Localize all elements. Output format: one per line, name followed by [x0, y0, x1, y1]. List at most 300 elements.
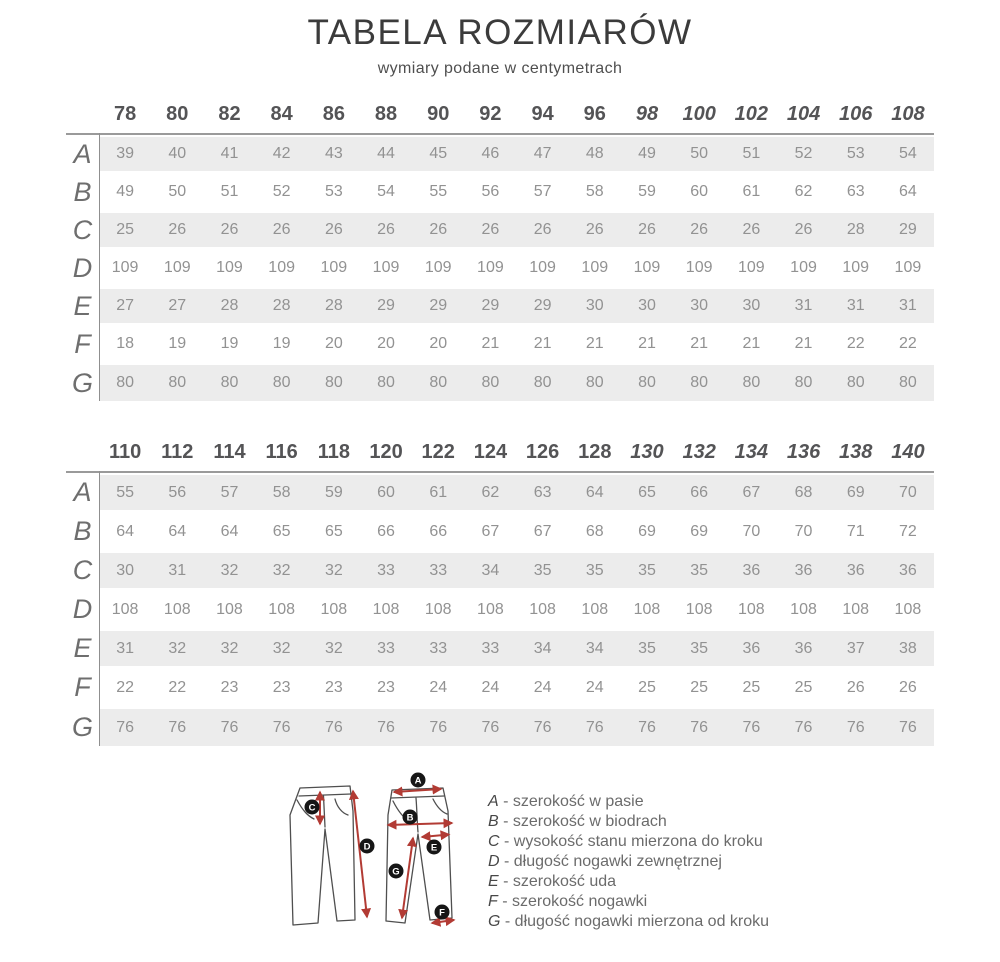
- legend-text: szerokość w biodrach: [512, 813, 667, 830]
- size-value-cell: 25: [638, 678, 656, 696]
- measurement-row-e: [66, 287, 934, 325]
- size-value-cell: 64: [220, 522, 239, 540]
- size-value-cell: 23: [377, 678, 395, 696]
- size-value-cell: 108: [737, 600, 765, 618]
- badge-letter-d: D: [363, 841, 371, 853]
- size-value-cell: 33: [360, 629, 412, 668]
- size-value-cell: 63: [517, 473, 569, 512]
- legend-separator: -: [500, 913, 515, 930]
- size-value-cell: 27: [99, 287, 151, 325]
- size-value-cell: 25: [99, 211, 151, 249]
- measurement-row-g: [66, 707, 934, 746]
- row-label: F: [74, 328, 91, 359]
- size-value-cell: 18: [116, 335, 134, 352]
- size-value-cell: 35: [673, 551, 725, 590]
- size-value-cell: 108: [163, 600, 191, 618]
- size-value-cell: 21: [533, 335, 552, 352]
- size-value-cell: 19: [272, 335, 291, 352]
- size-value-cell: 65: [621, 473, 673, 512]
- legend-item-b: [488, 812, 828, 832]
- corner-cell: [66, 434, 99, 473]
- badge-c: [305, 800, 320, 815]
- row-label: F: [74, 672, 91, 702]
- size-value-cell: 29: [517, 287, 569, 325]
- size-header-cell: 78: [113, 103, 137, 125]
- size-header-cell: 84: [270, 103, 293, 125]
- size-value-cell: 26: [673, 211, 725, 249]
- size-value-cell: 36: [777, 629, 829, 668]
- size-value-cell: 19: [168, 335, 187, 352]
- size-value-cell: 109: [216, 259, 243, 276]
- legend-letter: E: [488, 873, 499, 890]
- size-value-cell: 45: [412, 135, 464, 173]
- size-value-cell: 66: [429, 522, 448, 540]
- size-value-cell: 31: [882, 287, 934, 325]
- size-value-cell: 26: [360, 211, 412, 249]
- measurement-row-g: [66, 363, 934, 401]
- size-value-cell: 33: [360, 551, 412, 590]
- size-value-cell: 76: [777, 707, 829, 746]
- measurement-row-c: [66, 551, 934, 590]
- size-value-cell: 22: [116, 678, 134, 696]
- size-value-cell: 20: [377, 335, 395, 352]
- size-value-cell: 44: [360, 135, 412, 173]
- size-header-cell: 126: [525, 441, 560, 463]
- legend-separator: -: [498, 873, 513, 890]
- size-value-cell: 50: [168, 183, 187, 200]
- page-title: TABELA ROZMIARÓW: [307, 13, 693, 52]
- size-header-cell: 108: [891, 103, 925, 125]
- size-value-cell: 109: [268, 259, 295, 276]
- size-value-cell: 80: [203, 363, 255, 401]
- size-value-cell: 109: [424, 259, 452, 276]
- size-header-cell: 130: [630, 441, 664, 463]
- size-value-cell: 25: [742, 678, 761, 696]
- size-header-cell: 128: [578, 441, 612, 463]
- size-value-cell: 32: [308, 629, 360, 668]
- measurement-row-d: [66, 249, 934, 287]
- size-value-cell: 109: [529, 259, 556, 276]
- size-value-cell: 41: [203, 135, 255, 173]
- size-value-cell: 108: [685, 600, 713, 618]
- legend-item-d: [488, 852, 828, 872]
- size-value-cell: 29: [412, 287, 464, 325]
- table-top-rule: [66, 471, 934, 473]
- size-value-cell: 22: [899, 335, 917, 352]
- size-header-cell: 140: [891, 441, 925, 463]
- size-value-cell: 109: [894, 259, 922, 276]
- size-value-cell: 66: [673, 473, 725, 512]
- size-value-cell: 109: [581, 259, 609, 276]
- size-value-cell: 80: [360, 363, 412, 401]
- size-value-cell: 80: [673, 363, 725, 401]
- size-value-cell: 65: [324, 522, 343, 540]
- size-header-cell: 90: [427, 103, 450, 125]
- size-value-cell: 32: [203, 629, 255, 668]
- size-value-cell: 20: [429, 335, 448, 352]
- legend-item-a: [488, 792, 828, 812]
- size-value-cell: 63: [846, 183, 865, 200]
- size-header-cell: 104: [786, 103, 821, 125]
- size-value-cell: 26: [203, 211, 255, 249]
- legend-text: szerokość w pasie: [512, 793, 644, 810]
- measurement-row-c: [66, 211, 934, 249]
- size-value-cell: 72: [899, 522, 917, 540]
- size-value-cell: 21: [690, 335, 709, 352]
- size-value-cell: 76: [569, 707, 621, 746]
- badge-letter-g: G: [392, 866, 400, 878]
- size-value-cell: 76: [308, 707, 360, 746]
- size-value-cell: 37: [830, 629, 882, 668]
- size-value-cell: 34: [464, 551, 516, 590]
- legend-letter: D: [488, 853, 500, 870]
- badge-letter-b: B: [406, 812, 414, 824]
- row-label: B: [73, 516, 92, 546]
- row-label: E: [73, 290, 92, 321]
- size-value-cell: 76: [256, 707, 308, 746]
- size-value-cell: 80: [99, 363, 151, 401]
- size-value-cell: 26: [308, 211, 360, 249]
- badge-f: [435, 905, 450, 920]
- row-label: G: [71, 712, 93, 742]
- size-value-cell: 21: [638, 335, 656, 352]
- size-header-cell: 116: [265, 441, 298, 463]
- size-value-cell: 108: [372, 600, 400, 618]
- size-value-cell: 22: [846, 335, 865, 352]
- size-value-cell: 108: [529, 600, 556, 618]
- pants-measurement-diagram: [270, 763, 480, 953]
- size-value-cell: 31: [99, 629, 151, 668]
- size-value-cell: 26: [621, 211, 673, 249]
- size-value-cell: 54: [377, 183, 395, 200]
- size-value-cell: 64: [116, 522, 134, 540]
- size-value-cell: 69: [638, 522, 656, 540]
- size-value-cell: 109: [790, 259, 817, 276]
- measurement-row-b: [66, 173, 934, 211]
- size-value-cell: 56: [151, 473, 203, 512]
- legend-separator: -: [497, 893, 512, 910]
- size-value-cell: 109: [477, 259, 504, 276]
- size-header-cell: 96: [583, 103, 606, 125]
- measurement-row-a: [66, 135, 934, 173]
- size-value-cell: 31: [151, 551, 203, 590]
- measurement-row-e: [66, 629, 934, 668]
- size-value-cell: 70: [794, 522, 813, 540]
- size-value-cell: 80: [412, 363, 464, 401]
- size-header-cell: 80: [166, 103, 189, 125]
- badge-a: [411, 773, 426, 788]
- size-value-cell: 30: [621, 287, 673, 325]
- size-value-cell: 30: [569, 287, 621, 325]
- size-value-cell: 76: [99, 707, 151, 746]
- size-value-cell: 21: [481, 335, 500, 352]
- size-value-cell: 26: [517, 211, 569, 249]
- size-value-cell: 55: [429, 183, 448, 200]
- size-value-cell: 50: [673, 135, 725, 173]
- label-column-divider: [99, 471, 100, 746]
- size-value-cell: 24: [585, 678, 604, 696]
- legend-letter: F: [488, 893, 498, 910]
- badge-d: [360, 839, 375, 854]
- size-table-110-140: [66, 434, 934, 746]
- size-header-cell: 100: [682, 103, 716, 125]
- size-value-cell: 108: [633, 600, 661, 618]
- size-header-cell: 124: [473, 441, 508, 463]
- measurement-row-d: [66, 590, 934, 629]
- row-label: C: [72, 214, 93, 245]
- measurement-row-f: [66, 668, 934, 707]
- size-value-cell: 57: [533, 183, 552, 200]
- size-value-cell: 76: [464, 707, 516, 746]
- size-value-cell: 80: [777, 363, 829, 401]
- size-value-cell: 35: [517, 551, 569, 590]
- legend-separator: -: [498, 793, 513, 810]
- size-value-cell: 32: [308, 551, 360, 590]
- size-header-cell: 110: [108, 441, 142, 463]
- size-value-cell: 36: [882, 551, 934, 590]
- size-value-cell: 25: [794, 678, 813, 696]
- size-header-cell: 82: [218, 103, 241, 125]
- legend-text: szerokość nogawki: [512, 893, 648, 910]
- size-header-cell: 132: [682, 441, 716, 463]
- legend-text: szerokość uda: [512, 873, 617, 890]
- size-value-cell: 108: [320, 600, 348, 618]
- size-value-cell: 76: [412, 707, 464, 746]
- size-value-cell: 109: [111, 259, 139, 276]
- legend-item-e: [488, 872, 828, 892]
- size-value-cell: 26: [725, 211, 777, 249]
- size-value-cell: 76: [151, 707, 203, 746]
- size-value-cell: 31: [777, 287, 829, 325]
- size-value-cell: 55: [99, 473, 151, 512]
- size-value-cell: 48: [569, 135, 621, 173]
- size-value-cell: 61: [412, 473, 464, 512]
- legend-text: długość nogawki mierzona od kroku: [514, 913, 770, 930]
- size-value-cell: 21: [585, 335, 604, 352]
- size-value-cell: 23: [220, 678, 239, 696]
- size-value-cell: 68: [777, 473, 829, 512]
- size-value-cell: 26: [412, 211, 464, 249]
- measurement-row-b: [66, 512, 934, 551]
- size-value-cell: 109: [320, 259, 348, 276]
- legend-text: wysokość stanu mierzona do kroku: [513, 833, 763, 850]
- size-value-cell: 35: [621, 551, 673, 590]
- size-value-cell: 80: [830, 363, 882, 401]
- size-value-cell: 32: [203, 551, 255, 590]
- size-header-cell: 120: [369, 441, 403, 463]
- size-value-cell: 26: [464, 211, 516, 249]
- size-value-cell: 108: [111, 600, 139, 618]
- size-value-cell: 28: [830, 211, 882, 249]
- size-value-cell: 33: [464, 629, 516, 668]
- size-value-cell: 67: [725, 473, 777, 512]
- size-value-cell: 43: [308, 135, 360, 173]
- size-value-cell: 109: [633, 259, 661, 276]
- size-value-cell: 62: [794, 183, 813, 200]
- size-value-cell: 30: [725, 287, 777, 325]
- page-subtitle: wymiary podane w centymetrach: [377, 60, 623, 77]
- badge-b: [403, 810, 418, 825]
- badge-letter-a: A: [414, 775, 422, 787]
- size-value-cell: 52: [777, 135, 829, 173]
- size-value-cell: 58: [256, 473, 308, 512]
- size-value-cell: 21: [794, 335, 813, 352]
- legend-item-f: [488, 892, 828, 912]
- size-value-cell: 108: [581, 600, 609, 618]
- size-header-cell: 86: [322, 103, 345, 125]
- size-value-cell: 20: [324, 335, 343, 352]
- size-header-cell: 94: [531, 103, 554, 125]
- size-value-cell: 64: [569, 473, 621, 512]
- size-value-cell: 108: [790, 600, 817, 618]
- label-column-divider: [99, 133, 100, 401]
- size-value-cell: 29: [360, 287, 412, 325]
- badge-g: [389, 864, 404, 879]
- size-value-cell: 35: [673, 629, 725, 668]
- size-value-cell: 109: [737, 259, 765, 276]
- size-value-cell: 29: [464, 287, 516, 325]
- size-value-cell: 49: [116, 183, 134, 200]
- size-header-row: [66, 434, 934, 473]
- size-value-cell: 76: [882, 707, 934, 746]
- size-header-cell: 118: [317, 441, 350, 463]
- size-value-cell: 71: [846, 522, 865, 540]
- size-value-cell: 56: [481, 183, 500, 200]
- table-top-rule: [66, 133, 934, 135]
- size-value-cell: 65: [272, 522, 291, 540]
- size-value-cell: 109: [685, 259, 713, 276]
- size-value-cell: 76: [517, 707, 569, 746]
- size-header-cell: 122: [421, 441, 455, 463]
- size-value-cell: 26: [846, 678, 865, 696]
- badge-letter-c: C: [308, 802, 316, 814]
- size-value-cell: 53: [830, 135, 882, 173]
- legend-letter: C: [488, 833, 500, 850]
- size-value-cell: 22: [168, 678, 187, 696]
- size-value-cell: 62: [464, 473, 516, 512]
- size-table: [66, 434, 934, 746]
- size-value-cell: 108: [268, 600, 295, 618]
- row-label: A: [73, 138, 92, 169]
- size-value-cell: 67: [533, 522, 552, 540]
- size-value-cell: 64: [168, 522, 187, 540]
- size-header-cell: 88: [374, 103, 398, 125]
- size-value-cell: 80: [308, 363, 360, 401]
- size-value-cell: 52: [272, 183, 291, 200]
- size-value-cell: 26: [569, 211, 621, 249]
- size-value-cell: 69: [690, 522, 709, 540]
- corner-cell: [66, 96, 99, 135]
- size-table-78-108: [66, 96, 934, 401]
- pants-outline-left: [290, 786, 355, 925]
- row-label: D: [72, 594, 93, 624]
- row-label: D: [72, 252, 93, 283]
- row-label: C: [72, 555, 93, 585]
- size-value-cell: 26: [899, 678, 917, 696]
- size-value-cell: 38: [882, 629, 934, 668]
- legend-letter: A: [488, 793, 499, 810]
- size-value-cell: 28: [203, 287, 255, 325]
- size-value-cell: 21: [742, 335, 761, 352]
- size-value-cell: 76: [725, 707, 777, 746]
- size-value-cell: 24: [429, 678, 448, 696]
- size-value-cell: 27: [151, 287, 203, 325]
- size-value-cell: 108: [894, 600, 922, 618]
- size-value-cell: 36: [777, 551, 829, 590]
- page-header: [0, 13, 1000, 78]
- size-value-cell: 80: [725, 363, 777, 401]
- measurement-legend: [488, 792, 828, 932]
- size-value-cell: 58: [585, 183, 604, 200]
- size-value-cell: 76: [673, 707, 725, 746]
- size-value-cell: 76: [203, 707, 255, 746]
- size-value-cell: 66: [377, 522, 395, 540]
- size-value-cell: 36: [725, 551, 777, 590]
- size-value-cell: 47: [517, 135, 569, 173]
- pants-outline-right: [386, 788, 452, 923]
- size-value-cell: 26: [151, 211, 203, 249]
- size-value-cell: 30: [673, 287, 725, 325]
- size-value-cell: 60: [690, 183, 709, 200]
- size-value-cell: 42: [256, 135, 308, 173]
- size-header-cell: 114: [213, 441, 246, 463]
- size-value-cell: 28: [308, 287, 360, 325]
- size-value-cell: 109: [842, 259, 870, 276]
- row-label: A: [73, 477, 92, 507]
- size-value-cell: 108: [842, 600, 870, 618]
- size-value-cell: 24: [481, 678, 500, 696]
- size-value-cell: 67: [481, 522, 500, 540]
- size-value-cell: 23: [324, 678, 343, 696]
- size-value-cell: 33: [412, 629, 464, 668]
- size-value-cell: 23: [272, 678, 291, 696]
- row-label: G: [71, 367, 93, 398]
- size-value-cell: 40: [151, 135, 203, 173]
- size-value-cell: 51: [725, 135, 777, 173]
- size-value-cell: 80: [517, 363, 569, 401]
- size-header-row: [66, 96, 934, 135]
- size-header-cell: 138: [839, 441, 873, 463]
- size-value-cell: 109: [163, 259, 191, 276]
- size-value-cell: 80: [151, 363, 203, 401]
- row-label: E: [73, 633, 92, 663]
- size-value-cell: 57: [203, 473, 255, 512]
- row-label: B: [73, 176, 92, 207]
- size-value-cell: 32: [256, 551, 308, 590]
- size-value-cell: 80: [256, 363, 308, 401]
- size-value-cell: 70: [742, 522, 761, 540]
- size-value-cell: 35: [569, 551, 621, 590]
- size-header-cell: 92: [479, 103, 502, 125]
- size-value-cell: 29: [882, 211, 934, 249]
- size-value-cell: 109: [372, 259, 400, 276]
- size-value-cell: 36: [830, 551, 882, 590]
- size-value-cell: 80: [621, 363, 673, 401]
- size-value-cell: 25: [690, 678, 709, 696]
- size-value-cell: 53: [324, 183, 343, 200]
- legend-item-c: [488, 832, 828, 852]
- size-header-cell: 98: [635, 103, 659, 125]
- size-value-cell: 108: [424, 600, 452, 618]
- size-header-cell: 102: [734, 103, 769, 125]
- legend-text: długość nogawki zewnętrznej: [513, 853, 722, 870]
- size-value-cell: 80: [569, 363, 621, 401]
- legend-separator: -: [498, 813, 513, 830]
- size-value-cell: 28: [256, 287, 308, 325]
- measure-arrow-f: [432, 920, 454, 923]
- size-value-cell: 31: [830, 287, 882, 325]
- measurement-row-a: [66, 473, 934, 512]
